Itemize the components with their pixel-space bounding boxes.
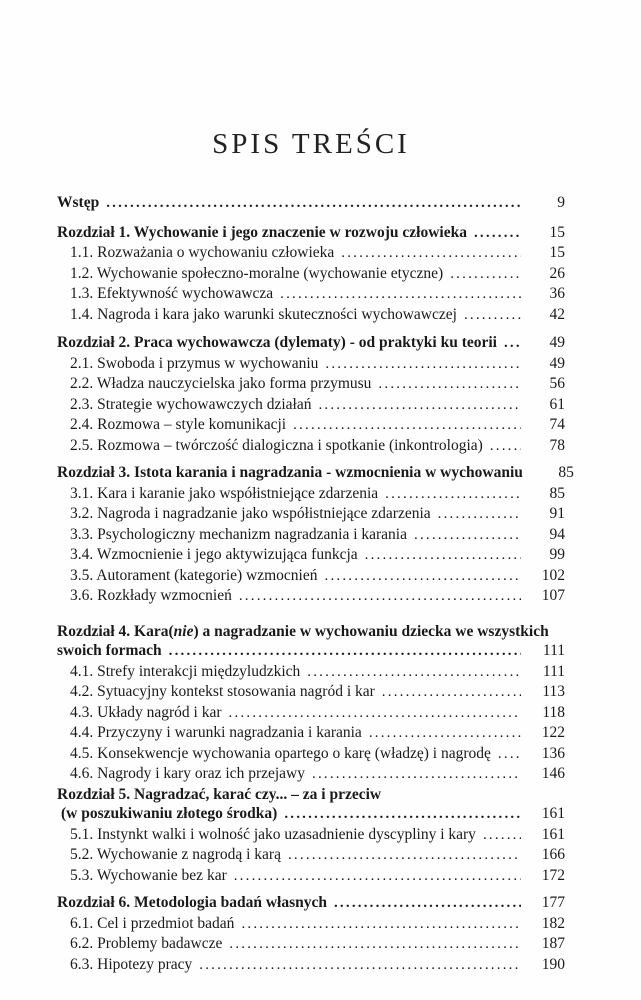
dot-leader <box>312 765 521 785</box>
toc-section-3 <box>57 463 574 607</box>
toc-entry-page: 94 <box>549 525 565 543</box>
italic-fragment: nie <box>173 622 194 640</box>
toc-entry-page: 136 <box>541 744 565 762</box>
toc-entry-page: 111 <box>542 662 565 680</box>
toc-entry <box>57 723 565 744</box>
toc-entry-label: 4.1. Strefy interakcji międzyludzkich <box>70 662 301 680</box>
dot-leader <box>334 894 521 914</box>
toc-entry-label: 3.3. Psychologiczny mechanizm nagradzania i karania <box>70 525 407 543</box>
dot-leader <box>438 505 521 525</box>
toc-entry-page: 61 <box>549 395 565 413</box>
toc-section-4 <box>57 622 565 785</box>
toc-entry-label: 3.1. Kara i karanie jako współistniejące zdarzenia <box>70 484 379 502</box>
toc-entry-page: 107 <box>541 587 565 604</box>
toc-entry-page: 122 <box>541 724 565 741</box>
toc-entry-label: 6.2. Problemy badawcze <box>70 935 223 952</box>
toc-chapter-heading-line1 <box>57 785 565 805</box>
toc-entry-label: 3.5. Autorament (kategorie) wzmocnień <box>70 566 318 584</box>
toc-entry-label: 5.3. Wychowanie bez kar <box>70 866 227 884</box>
dot-leader <box>414 526 521 546</box>
toc-entry-page: 9 <box>557 194 565 211</box>
toc-entry-page: 118 <box>542 703 565 721</box>
toc-chapter-heading <box>57 893 565 914</box>
toc-entry <box>57 825 565 846</box>
toc-entry-page: 26 <box>549 264 565 282</box>
toc-entry-label: Rozdział 1. Wychowanie i jego znaczenie w rozwoju człowieka <box>57 223 467 241</box>
toc-chapter-heading-line2 <box>57 641 565 662</box>
toc-entry <box>57 845 565 866</box>
toc-section-6 <box>57 893 565 975</box>
dot-leader <box>464 306 521 326</box>
toc-entry-label: Rozdział 2. Praca wychowawcza (dylematy) - od praktyki ku teorii <box>57 334 497 351</box>
toc-entry-label: 2.1. Swoboda i przymus w wychowaniu <box>70 354 319 372</box>
toc-entry-label: 1.4. Nagroda i kara jako warunki skuteczności wychowawczej <box>70 305 457 323</box>
dot-leader <box>284 805 521 825</box>
toc-entry-page: 99 <box>549 546 565 563</box>
toc-entry-label: 3.2. Nagroda i nagradzanie jako współistniejące zdarzenia <box>70 505 431 522</box>
dot-leader <box>378 375 521 395</box>
toc-entry-page: 113 <box>542 683 565 700</box>
dot-leader <box>325 567 522 587</box>
toc-section-2 <box>57 333 565 456</box>
toc-entry-wstep <box>57 193 565 214</box>
toc-entry <box>57 703 565 724</box>
toc-entry-label: 4.5. Konsekwencje wychowania opartego o karę (władzę) i nagrodę <box>70 744 491 762</box>
dot-leader <box>474 224 521 244</box>
toc-entry <box>57 914 565 935</box>
dot-leader <box>307 663 521 683</box>
toc-entry-label: 6.3. Hipotezy pracy <box>70 955 193 973</box>
toc-entry-label: 2.3. Strategie wychowawczych działań <box>70 395 312 413</box>
toc-entry-page: 190 <box>541 955 565 973</box>
toc-entry <box>57 264 565 285</box>
dot-leader <box>341 244 521 264</box>
toc-entry-label: Wstęp <box>57 194 100 211</box>
toc-entry-page: 56 <box>549 375 565 392</box>
toc-entry <box>57 504 565 525</box>
toc-entry-label: 3.4. Wzmocnienie i jego aktywizująca funkcja <box>70 546 358 563</box>
toc-entry-label: 2.2. Władza nauczycielska jako forma przymusu <box>70 375 372 392</box>
toc-entry-label: 1.1. Rozważania o wychowaniu człowieka <box>70 244 335 261</box>
toc-entry <box>57 415 565 436</box>
toc-entry <box>57 374 565 395</box>
dot-leader <box>199 956 521 976</box>
toc-entry-label: 2.4. Rozmowa – style komunikacji <box>70 416 287 433</box>
toc-entry-label: 1.3. Efektywność wychowawcza <box>70 285 274 302</box>
toc-entry <box>57 566 565 587</box>
dot-leader <box>106 194 521 214</box>
toc-entry-label: Rozdział 5. Nagradzać, karać czy... – za i przeciw <box>57 785 382 803</box>
toc-entry-page: 15 <box>549 223 565 241</box>
toc-entry <box>57 866 565 887</box>
dot-leader <box>385 485 521 505</box>
toc-entry-page: 49 <box>549 354 565 372</box>
toc-entry-page: 74 <box>549 416 565 433</box>
toc-chapter-heading <box>57 223 565 244</box>
toc-entry <box>57 395 565 416</box>
toc-entry-label: 3.6. Rozkłady wzmocnień <box>70 587 232 604</box>
toc-entry-page: 85 <box>558 464 574 481</box>
toc-entry-page: 102 <box>541 566 565 584</box>
dot-leader <box>365 546 521 566</box>
dot-leader <box>239 587 521 607</box>
toc-entry <box>57 682 565 703</box>
toc-entry <box>57 955 565 976</box>
toc-entry-page: 15 <box>549 244 565 261</box>
toc-section-1 <box>57 223 565 326</box>
dot-leader <box>490 437 521 457</box>
toc-entry-page: 172 <box>541 866 565 884</box>
toc-entry <box>57 764 565 785</box>
page-title: SPIS TREŚCI <box>212 128 410 160</box>
toc-entry-page: 177 <box>541 894 565 911</box>
toc-entry <box>57 436 565 457</box>
dot-leader <box>229 935 521 955</box>
toc-entry-label: 4.3. Układy nagród i kar <box>70 703 222 721</box>
toc-section-5 <box>57 785 565 887</box>
dot-leader <box>498 745 521 765</box>
toc-chapter-heading-line1 <box>57 622 565 642</box>
toc-entry-page: 85 <box>549 484 565 502</box>
toc-entry-label: swoich formach <box>57 642 162 659</box>
toc-chapter-heading-line2 <box>57 804 565 825</box>
toc-entry-label: 6.1. Cel i przedmiot badań <box>70 914 235 932</box>
toc-entry-page: 161 <box>541 825 565 843</box>
toc-entry <box>57 305 565 326</box>
toc-entry <box>57 545 565 566</box>
toc-entry <box>57 284 565 305</box>
toc-entry-label: (w poszukiwaniu złotego środka) <box>61 805 278 822</box>
toc-entry-label: Rozdział 6. Metodologia badań własnych <box>57 894 327 911</box>
toc-entry <box>57 484 565 505</box>
dot-leader <box>288 846 521 866</box>
toc-entry-page: 36 <box>549 285 565 302</box>
toc-entry <box>57 934 565 955</box>
dot-leader <box>382 683 521 703</box>
toc-entry-page: 91 <box>549 505 565 522</box>
dot-leader <box>483 826 521 846</box>
toc-entry-page: 49 <box>549 334 565 351</box>
toc-entry-page: 161 <box>541 805 565 822</box>
dot-leader <box>229 704 521 724</box>
toc-entry-page: 146 <box>541 765 565 782</box>
toc-entry <box>57 525 565 546</box>
toc-entry <box>57 243 565 264</box>
toc-entry <box>57 662 565 683</box>
toc-entry-page: 111 <box>542 642 565 659</box>
toc-entry-label: Rozdział 4. Kara(nie) a nagradzanie w wychowaniu dziecka we wszystkich <box>57 622 549 640</box>
toc-entry-label: 1.2. Wychowanie społeczno-moralne (wychowanie etyczne) <box>70 264 444 282</box>
dot-leader <box>325 355 521 375</box>
dot-leader <box>504 334 521 354</box>
toc-entry-page: 187 <box>541 935 565 952</box>
dot-leader <box>169 642 521 662</box>
toc-entry-label: 5.2. Wychowanie z nagrodą i karą <box>70 846 281 863</box>
toc-chapter-heading <box>57 333 565 354</box>
toc-chapter-heading <box>57 463 574 484</box>
toc-entry-label: 2.5. Rozmowa – twórczość dialogiczna i spotkanie (inkontrologia) <box>70 436 483 454</box>
toc-entry <box>57 586 565 607</box>
toc-entry <box>57 354 565 375</box>
toc-entry-label: 4.2. Sytuacyjny kontekst stosowania nagród i kar <box>70 683 375 700</box>
toc-entry-label: 4.4. Przyczyny i warunki nagradzania i karania <box>70 724 362 741</box>
dot-leader <box>318 396 521 416</box>
toc-entry-page: 166 <box>541 846 565 863</box>
dot-leader <box>293 416 521 436</box>
dot-leader <box>369 724 521 744</box>
dot-leader <box>234 867 521 887</box>
table-of-contents <box>57 193 574 975</box>
toc-entry-label: Rozdział 3. Istota karania i nagradzania - wzmocnienia w wychowaniu <box>57 464 523 481</box>
toc-entry <box>57 744 565 765</box>
toc-entry-page: 42 <box>549 305 565 323</box>
dot-leader <box>450 265 521 285</box>
toc-entry-label: 5.1. Instynkt walki i wolność jako uzasadnienie dyscypliny i kary <box>70 825 476 843</box>
toc-entry-label: 4.6. Nagrody i kary oraz ich przejawy <box>70 765 305 782</box>
toc-entry-page: 78 <box>549 436 565 454</box>
dot-leader <box>241 915 521 935</box>
toc-entry-page: 182 <box>541 914 565 932</box>
dot-leader <box>280 285 521 305</box>
